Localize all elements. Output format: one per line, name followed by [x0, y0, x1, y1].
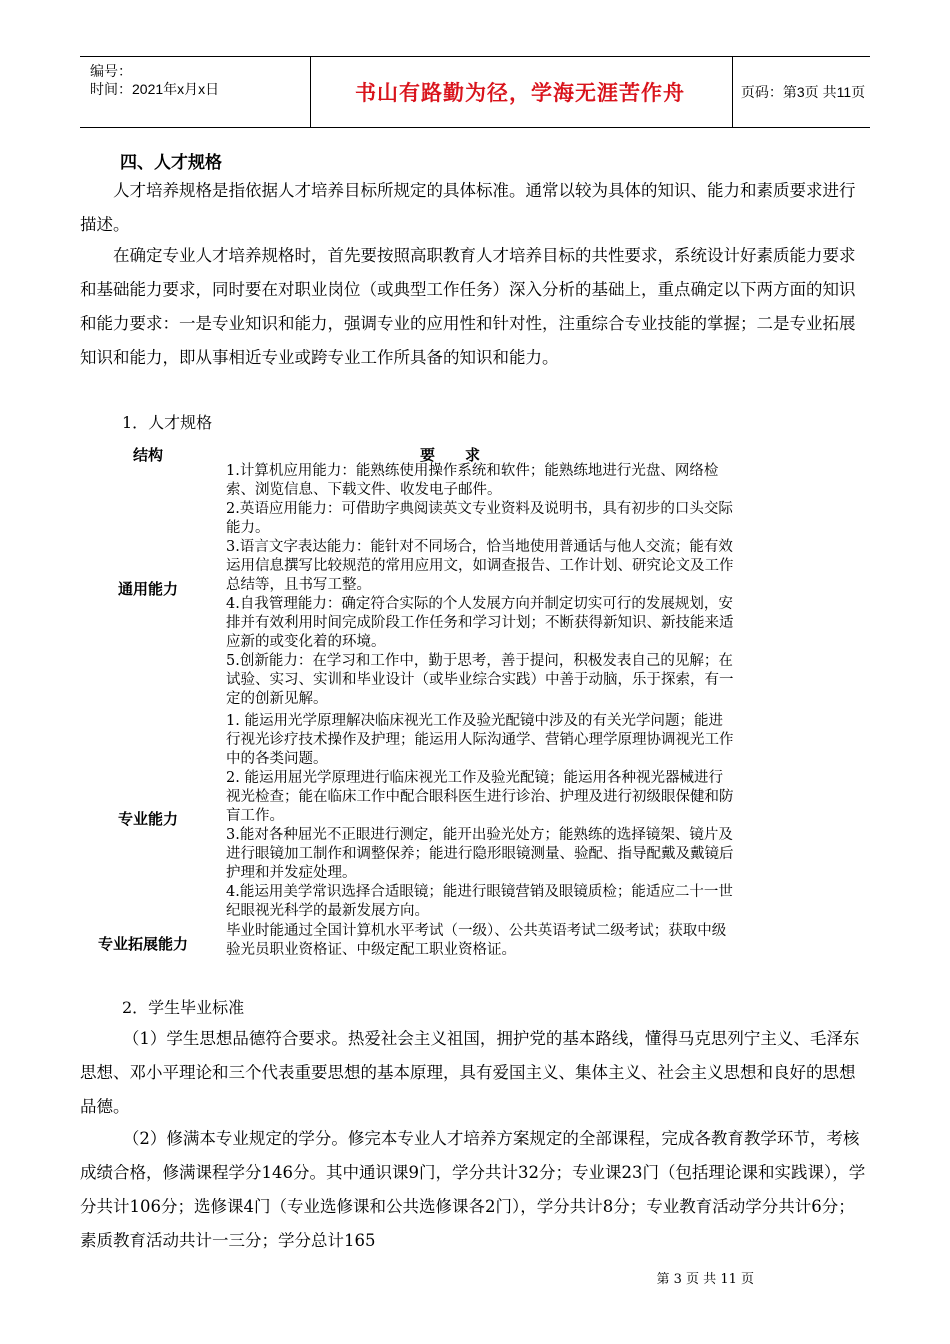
requirements-general	[226, 462, 736, 709]
header-meta	[90, 62, 219, 98]
requirement-item: 3.能对各种屈光不正眼进行测定，能开出验光处方；能熟练的选择镜架、镜片及进行眼镜加工制作和调整保养；能进行隐形眼镜测量、验配、指导配戴及戴镜后护理和并发症处理。	[226, 827, 734, 881]
requirement-item: 4.能运用美学常识选择合适眼镜；能进行眼镜营销及眼镜质检；能适应二十一世纪眼视光科学的最新发展方向。	[226, 884, 733, 919]
header-motto: 书山有路勤为径，学海无涯苦作舟	[355, 80, 685, 105]
page-header	[80, 56, 870, 128]
requirement-item: 毕业时能通过全国计算机水平考试（一级）、公共英语考试二级考试；获取中级验光员职业资格证、中级定配工职业资格证。	[226, 923, 727, 958]
requirement-item: 5.创新能力：在学习和工作中，勤于思考，善于提问，积极发表自己的见解；在试验、实习、实训和毕业设计（或毕业综合实践）中善于动脑，乐于探索，有一定的创新见解。	[226, 653, 734, 707]
graduation-heading: 2．学生毕业标准	[122, 998, 245, 1017]
section-title: 四、人才规格	[120, 153, 222, 173]
requirement-item: 1.计算机应用能力：能熟练使用操作系统和软件；能熟练地进行光盘、网络检索、浏览信息、下载文件、收发电子邮件。	[226, 463, 719, 498]
column-requirement: 要 求	[420, 446, 481, 464]
spec-paragraph: 在确定专业人才培养规格时，首先要按照高职教育人才培养目标的共性要求，系统设计好素质能力要求和基础能力要求，同时要在对职业岗位（或典型工作任务）深入分析的基础上，重点确定以下两方面的知识和能力要求：一是专业知识和能力，强调专业的应用性和针对性，注重综合专业技能的掌握；二是专业拓展知识和能力，即从事相近专业或跨专业工作所具备的知识和能力。	[80, 246, 856, 367]
graduation-paragraph-1: （1）学生思想品德符合要求。热爱社会主义祖国，拥护党的基本路线，懂得马克思列宁主义、毛泽东思想、邓小平理论和三个代表重要思想的基本原理，具有爱国主义、集体主义、社会主义思想和良好的思想品德。	[80, 1029, 860, 1116]
requirement-item: 2.英语应用能力：可借助字典阅读英文专业资料及说明书，具有初步的口头交际能力。	[226, 501, 733, 536]
requirements-professional	[226, 712, 736, 921]
requirements-extended	[226, 922, 736, 960]
row-label-general: 通用能力	[118, 581, 179, 598]
header-divider	[732, 57, 733, 127]
requirement-item: 3.语言文字表达能力：能针对不同场合，恰当地使用普通话与他人交流；能有效运用信息撰写比较规范的常用应用文，如调查报告、工作计划、研究论文及工作总结等，且书写工整。	[226, 539, 734, 593]
graduation-paragraph-2: （2）修满本专业规定的学分。修完本专业人才培养方案规定的全部课程，完成各教育教学环节，考核成绩合格，修满课程学分146分。其中通识课9门，学分共计32分；专业课23门（包括理论课和实践课），学分共计106分；选修课4门（专业选修课和公共选修课各2门），学分共计8分；专业教育活动学分共计6分；素质教育活动共计一三分；学分总计165	[80, 1129, 866, 1250]
row-label-professional: 专业能力	[118, 811, 179, 828]
row-label-extended: 专业拓展能力	[98, 936, 189, 953]
requirement-item: 1. 能运用光学原理解决临床视光工作及验光配镜中涉及的有关光学问题；能进行视光诊疗技术操作及护理；能运用人际沟通学、营销心理学原理协调视光工作中的各类问题。	[226, 713, 734, 767]
time-label: 时间：2021年x月x日	[90, 81, 220, 97]
requirement-item: 2. 能运用屈光学原理进行临床视光工作及验光配镜；能运用各种视光器械进行视光检查；能在临床工作中配合眼科医生进行诊治、护理及进行初级眼保健和防盲工作。	[226, 770, 734, 824]
number-label: 编号：	[90, 63, 132, 79]
column-structure: 结构	[133, 447, 164, 464]
requirement-item: 4.自我管理能力：确定符合实际的个人发展方向并制定切实可行的发展规划，安排并有效利用时间完成阶段工作任务和学习计划；不断获得新知识、新技能来适应新的或变化着的环境。	[226, 596, 734, 650]
intro-paragraph: 人才培养规格是指依据人才培养目标所规定的具体标准。通常以较为具体的知识、能力和素质要求进行描述。	[80, 181, 856, 234]
header-page-code: 页码：第3页 共11页	[740, 84, 866, 100]
spec-heading: 1．人才规格	[122, 413, 213, 432]
page-footer: 第 3 页 共 11 页	[656, 1272, 754, 1287]
